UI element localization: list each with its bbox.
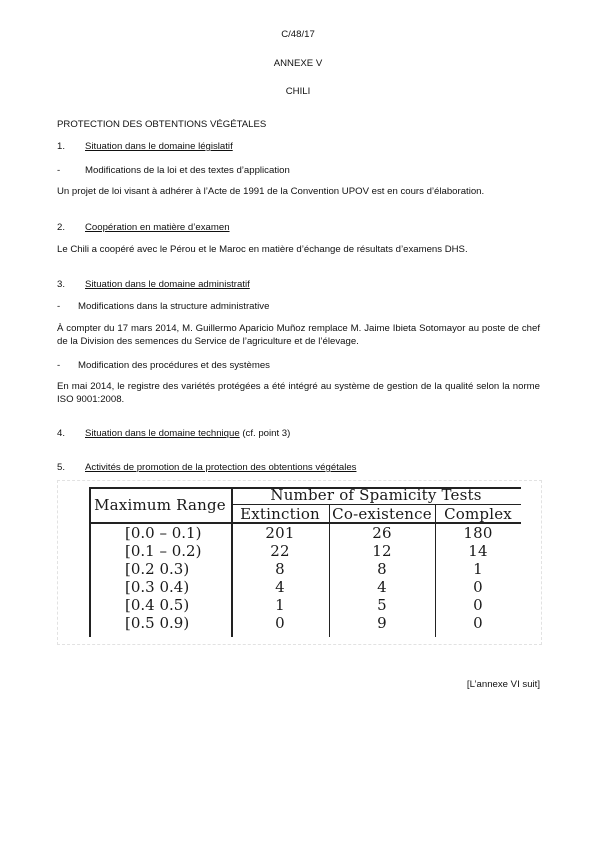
row-range: [0.2 0.3)	[125, 560, 190, 578]
section-3-number: 3.	[57, 279, 66, 290]
cell-co-existence: 26	[372, 524, 392, 542]
section-2-heading: Coopération en matière d’examen	[85, 222, 230, 233]
footer-next-annex: [L’annexe VI suit]	[466, 679, 540, 690]
section-1-bullet: -	[57, 165, 61, 176]
row-range: [0.4 0.5)	[125, 596, 190, 614]
annex-title: ANNEXE V	[273, 58, 323, 69]
section-3-text-1: À compter du 17 mars 2014, M. Guillermo Aparicio Muñoz remplace M. Jaime Ibieta Sotomayor au poste de chef de la Division des semences du Service de l’agriculture et de l’élevage.	[57, 323, 540, 347]
cell-complex: 1	[473, 560, 483, 578]
section-4-number: 4.	[57, 428, 66, 439]
cell-extinction: 1	[275, 596, 285, 614]
cell-co-existence: 12	[372, 542, 392, 560]
cell-complex: 14	[468, 542, 488, 560]
section-4-line	[85, 428, 290, 440]
section-3-bullet-2: -	[57, 360, 61, 371]
spamicity-table-figure	[57, 480, 542, 645]
section-1-heading: Situation dans le domaine législatif	[85, 141, 233, 152]
section-3-subheading-2: Modification des procédures et des systèmes	[78, 360, 270, 371]
spamicity-table	[89, 487, 521, 637]
header-extinction: Extinction	[240, 505, 320, 523]
cell-complex: 0	[473, 578, 483, 596]
cell-complex: 0	[473, 596, 483, 614]
country-title: CHILI	[285, 86, 311, 97]
document-code: C/48/17	[281, 29, 315, 40]
row-range: [0.1 – 0.2)	[125, 542, 202, 560]
page-title: PROTECTION DES OBTENTIONS VÉGÉTALES	[57, 119, 267, 130]
cell-extinction: 201	[265, 524, 295, 542]
section-1-subheading: Modifications de la loi et des textes d’application	[85, 165, 290, 176]
cell-extinction: 4	[275, 578, 285, 596]
header-spamicity-tests: Number of Spamicity Tests	[270, 486, 482, 504]
row-range: [0.5 0.9)	[125, 614, 190, 632]
section-3-text-2: En mai 2014, le registre des variétés protégées a été intégré au système de gestion de la qualité selon la norme ISO 9001:2008.	[57, 381, 540, 405]
cell-co-existence: 8	[377, 560, 387, 578]
cell-extinction: 22	[270, 542, 290, 560]
header-co-existence: Co-existence	[332, 505, 432, 523]
section-2-text: Le Chili a coopéré avec le Pérou et le Maroc en matière d’échange de résultats d’examens DHS.	[57, 244, 468, 255]
row-range: [0.3 0.4)	[125, 578, 190, 596]
section-4-suffix: (cf. point 3)	[239, 428, 291, 439]
section-3-bullet-1: -	[57, 301, 61, 312]
header-max-range: Maximum Range	[94, 496, 226, 514]
cell-extinction: 0	[275, 614, 285, 632]
section-4-heading: Situation dans le domaine technique	[85, 428, 240, 439]
cell-co-existence: 9	[377, 614, 387, 632]
section-5-number: 5.	[57, 462, 66, 473]
section-3-heading: Situation dans le domaine administratif	[85, 279, 250, 290]
row-range: [0.0 – 0.1)	[125, 524, 202, 542]
section-2-number: 2.	[57, 222, 66, 233]
section-1-text: Un projet de loi visant à adhérer à l’Acte de 1991 de la Convention UPOV est en cours d’élaboration.	[57, 186, 485, 197]
cell-extinction: 8	[275, 560, 285, 578]
section-3-subheading-1: Modifications dans la structure administrative	[78, 301, 270, 312]
header-complex: Complex	[444, 505, 512, 523]
cell-co-existence: 4	[377, 578, 387, 596]
section-5-heading: Activités de promotion de la protection des obtentions végétales	[85, 462, 357, 473]
cell-complex: 180	[463, 524, 493, 542]
section-1-number: 1.	[57, 141, 66, 152]
cell-complex: 0	[473, 614, 483, 632]
cell-co-existence: 5	[377, 596, 387, 614]
